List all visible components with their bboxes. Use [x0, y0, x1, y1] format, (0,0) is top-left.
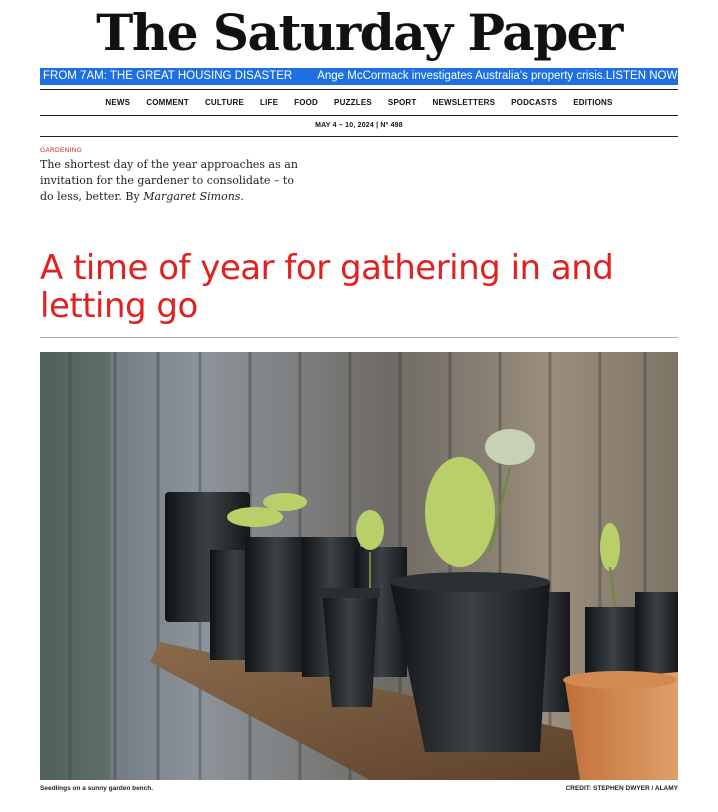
listen-now-link[interactable]: LISTEN NOW: [605, 70, 678, 82]
nav-item-news[interactable]: NEWS: [105, 98, 131, 107]
nav-item-life[interactable]: LIFE: [259, 98, 279, 107]
issue-divider: [40, 136, 678, 137]
masthead-logo[interactable]: The Saturday Paper: [96, 3, 622, 62]
nav-item-newsletters[interactable]: NEWSLETTERS: [432, 98, 496, 107]
nav-item-food[interactable]: FOOD: [294, 98, 319, 107]
nav-item-podcasts[interactable]: PODCASTS: [511, 98, 558, 107]
photo-credit: CREDIT: STEPHEN DWYER / ALAMY: [565, 785, 678, 792]
promo-banner[interactable]: [40, 68, 678, 85]
photo-caption: Seedlings on a sunny garden bench.: [40, 785, 154, 792]
standfirst-end: .: [240, 190, 244, 203]
nav-top-divider: [40, 89, 678, 90]
hero-photo: [40, 352, 678, 780]
nav-bottom-divider: [40, 115, 678, 116]
section-tag[interactable]: GARDENING: [40, 147, 83, 154]
headline-divider: [40, 337, 678, 338]
nav-item-editions[interactable]: EDITIONS: [573, 98, 613, 107]
nav-item-comment[interactable]: COMMENT: [146, 98, 189, 107]
promo-description: Ange McCormack investigates Australia's property crisis.: [317, 70, 606, 82]
author-byline[interactable]: Margaret Simons: [143, 190, 241, 203]
standfirst: [40, 157, 298, 205]
main-nav: [40, 93, 678, 113]
nav-item-sport[interactable]: SPORT: [387, 98, 417, 107]
standfirst-text: The shortest day of the year approaches as an invitation for the gardener to consolidate – to do less, better. By: [40, 158, 298, 203]
nav-item-puzzles[interactable]: PUZZLES: [334, 98, 372, 107]
issue-date[interactable]: MAY 4 – 10, 2024 | Nº 498: [315, 122, 403, 129]
promo-kicker: FROM 7AM: THE GREAT HOUSING DISASTER: [43, 70, 293, 82]
nav-item-culture[interactable]: CULTURE: [204, 98, 244, 107]
article-headline: A time of year for gathering in and letting go: [40, 248, 614, 326]
